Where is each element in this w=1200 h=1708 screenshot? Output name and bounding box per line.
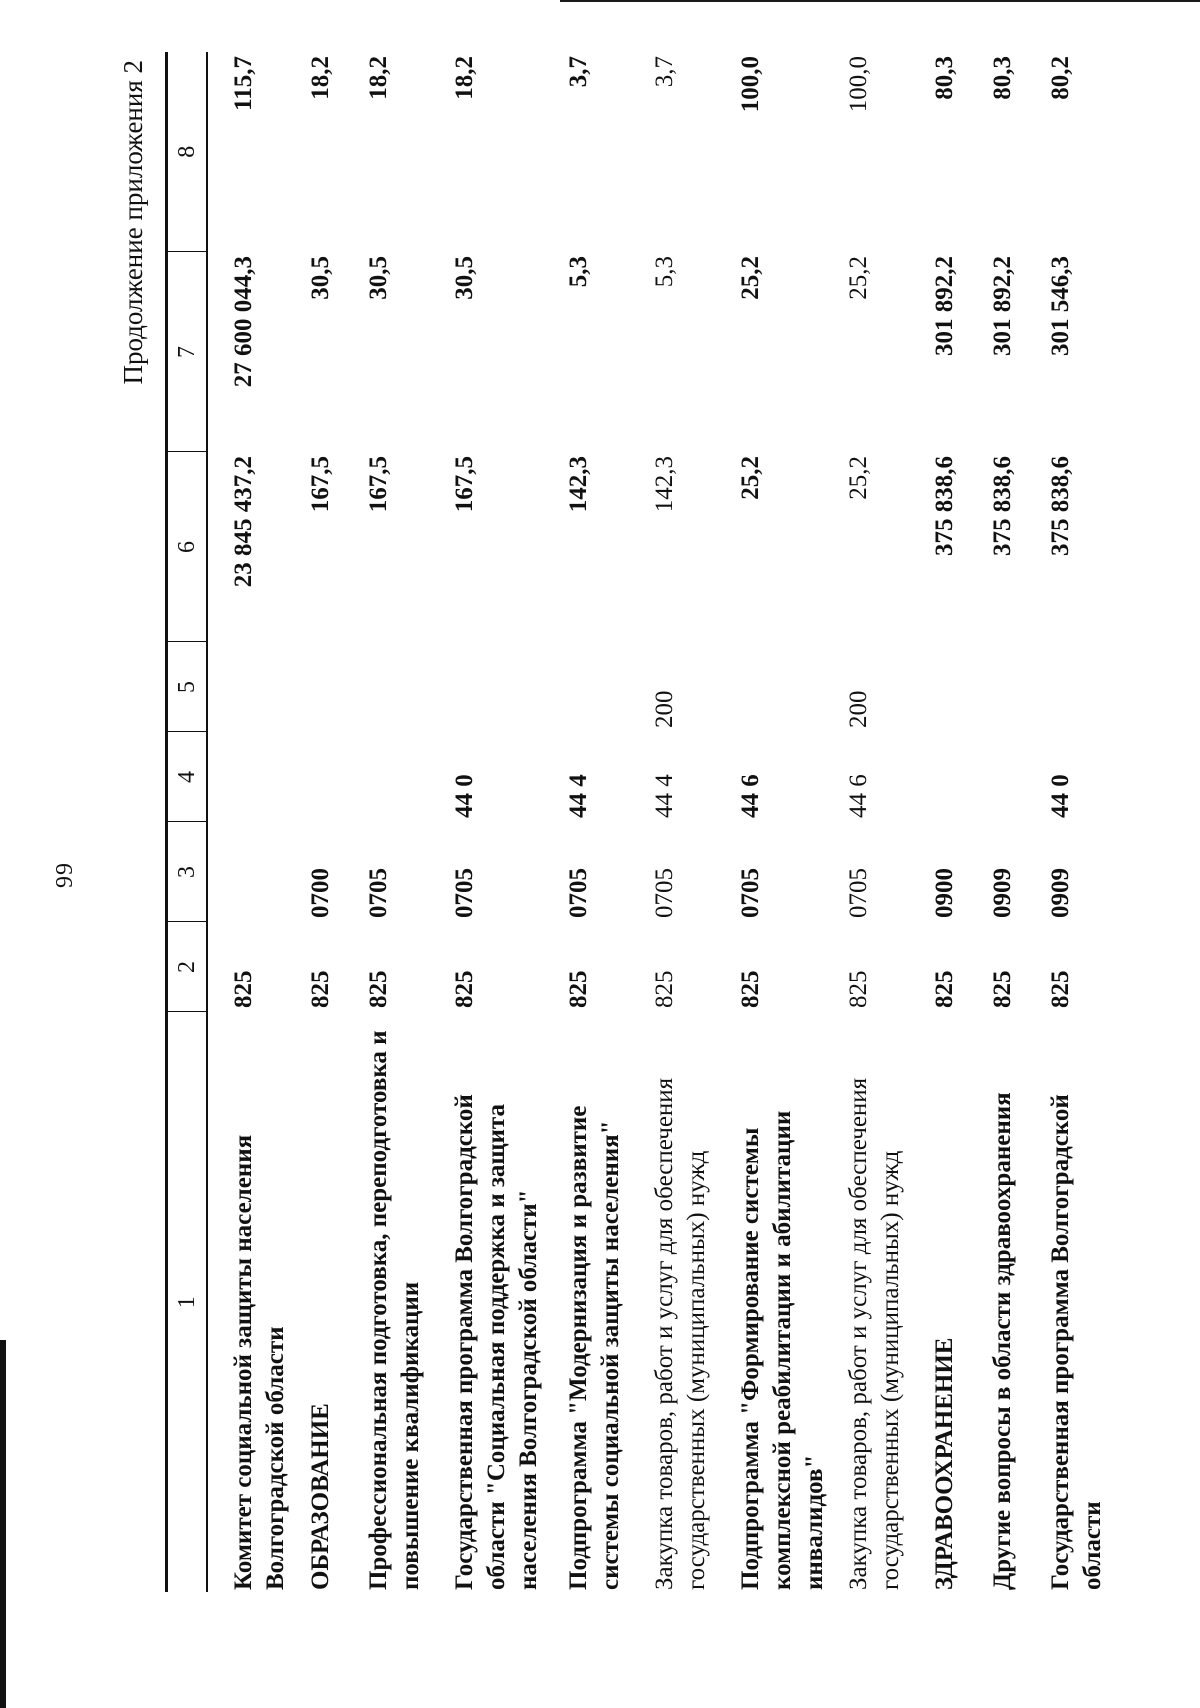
row-value-col-4: 44 4 [565, 774, 592, 818]
table-row [207, 52, 293, 1592]
row-description: Комитет социальной защиты населения Волгоградской области [230, 1134, 289, 1590]
row-value-col-4 [917, 732, 975, 822]
row-description: ОБРАЗОВАНИЕ [307, 1403, 334, 1590]
row-value-col-6: 142,3 [565, 456, 592, 513]
row-value-col-7: 301 546,3 [1047, 256, 1074, 356]
row-value-col-6: 375 838,6 [1047, 456, 1074, 556]
row-description: Закупка товаров, работ и услуг для обеспечения государственных (муниципальных) нужд [845, 1077, 904, 1590]
row-value-col-7: 30,5 [451, 256, 478, 300]
column-header: 2 [167, 922, 208, 1012]
row-value-col-3: 0900 [931, 868, 958, 918]
row-value-col-6: 167,5 [307, 456, 334, 513]
row-value-col-4: 44 6 [737, 774, 764, 818]
row-value-col-2: 825 [1047, 970, 1074, 1008]
row-value-col-3: 0705 [651, 868, 678, 918]
row-value-col-7: 25,2 [845, 256, 872, 300]
row-value-col-4: 44 0 [1047, 774, 1074, 818]
row-description: Подпрограмма "Модернизация и развитие системы социальной защиты населения" [565, 1105, 624, 1590]
row-value-col-3: 0700 [307, 868, 334, 918]
row-value-col-8: 3,7 [565, 56, 592, 88]
row-description: Подпрограмма "Формирование системы комплексной реабилитации и абилитации инвалидов" [737, 1110, 828, 1590]
table-row [637, 52, 723, 1592]
row-value-col-7: 27 600 044,3 [230, 256, 257, 388]
row-value-col-5 [437, 642, 551, 732]
row-value-col-7: 30,5 [307, 256, 334, 300]
row-value-col-6: 142,3 [651, 456, 678, 513]
row-description: Профессиональная подготовка, переподготовка и повышение квалификации [365, 1030, 424, 1590]
row-value-col-7: 30,5 [365, 256, 392, 300]
row-value-col-2: 825 [451, 970, 478, 1008]
row-value-col-5 [351, 642, 437, 732]
row-value-col-3: 0705 [365, 868, 392, 918]
row-value-col-5 [293, 642, 351, 732]
row-value-col-3 [207, 822, 293, 922]
row-value-col-6: 167,5 [451, 456, 478, 513]
row-value-col-2: 825 [931, 970, 958, 1008]
row-value-col-3: 0909 [1047, 868, 1074, 918]
row-value-col-8: 115,7 [230, 56, 257, 111]
row-value-col-6: 375 838,6 [931, 456, 958, 556]
column-header: 3 [167, 822, 208, 922]
column-header: 7 [167, 252, 208, 452]
table-row [551, 52, 637, 1592]
column-header: 6 [167, 452, 208, 642]
row-value-col-6: 23 845 437,2 [230, 456, 257, 588]
row-value-col-4 [351, 732, 437, 822]
row-value-col-8: 100,0 [737, 56, 764, 113]
row-value-col-8: 100,0 [845, 56, 872, 113]
row-value-col-2: 825 [845, 970, 872, 1008]
row-value-col-4: 44 4 [651, 774, 678, 818]
row-value-col-7: 5,3 [565, 256, 592, 288]
budget-table [165, 52, 1109, 1592]
column-header: 4 [167, 732, 208, 822]
row-value-col-6: 375 838,6 [989, 456, 1016, 556]
row-value-col-8: 18,2 [451, 56, 478, 100]
row-value-col-8: 80,2 [1047, 56, 1074, 100]
header-row [167, 52, 208, 1592]
row-value-col-2: 825 [651, 970, 678, 1008]
row-value-col-5: 200 [845, 690, 872, 728]
row-value-col-3: 0705 [737, 868, 764, 918]
table-row [831, 52, 917, 1592]
row-value-col-4: 44 6 [845, 774, 872, 818]
row-value-col-7: 301 892,2 [989, 256, 1016, 356]
row-value-col-5: 200 [651, 690, 678, 728]
row-value-col-5 [975, 642, 1033, 732]
row-description: Государственная программа Волгоградской области "Социальная поддержка и защита населения Волгоградской области" [451, 1094, 542, 1590]
table-row [1033, 52, 1109, 1592]
row-value-col-6: 25,2 [845, 456, 872, 500]
row-value-col-2: 825 [365, 970, 392, 1008]
row-value-col-3: 0705 [451, 868, 478, 918]
page-number: 99 [52, 862, 78, 888]
row-value-col-5 [723, 642, 831, 732]
row-value-col-8: 80,3 [989, 56, 1016, 100]
row-value-col-3: 0909 [989, 868, 1016, 918]
table-row [293, 52, 351, 1592]
row-value-col-8: 18,2 [307, 56, 334, 100]
row-description: Другие вопросы в области здравоохранения [989, 1092, 1016, 1590]
row-value-col-5 [1033, 642, 1109, 732]
row-description: ЗДРАВООХРАНЕНИЕ [931, 1337, 958, 1590]
continuation-label: Продолжение приложения 2 [118, 60, 148, 385]
row-description: Государственная программа Волгоградской области [1047, 1094, 1106, 1590]
row-value-col-5 [207, 642, 293, 732]
row-value-col-2: 825 [230, 970, 257, 1008]
row-value-col-4: 44 0 [451, 774, 478, 818]
row-value-col-5 [917, 642, 975, 732]
table-row [723, 52, 831, 1592]
row-value-col-3: 0705 [565, 868, 592, 918]
column-header: 5 [167, 642, 208, 732]
row-value-col-8: 3,7 [651, 56, 678, 88]
row-value-col-7: 5,3 [651, 256, 678, 288]
table-row [917, 52, 975, 1592]
row-value-col-2: 825 [989, 970, 1016, 1008]
row-value-col-4 [975, 732, 1033, 822]
row-value-col-6: 167,5 [365, 456, 392, 513]
row-value-col-2: 825 [307, 970, 334, 1008]
column-header: 8 [167, 52, 208, 252]
row-value-col-2: 825 [737, 970, 764, 1008]
row-value-col-8: 80,3 [931, 56, 958, 100]
table-row [351, 52, 437, 1592]
row-value-col-7: 301 892,2 [931, 256, 958, 356]
row-value-col-6: 25,2 [737, 456, 764, 500]
column-header: 1 [167, 1012, 208, 1592]
row-value-col-2: 825 [565, 970, 592, 1008]
row-value-col-4 [207, 732, 293, 822]
row-value-col-7: 25,2 [737, 256, 764, 300]
row-value-col-8: 18,2 [365, 56, 392, 100]
row-value-col-4 [293, 732, 351, 822]
row-value-col-3: 0705 [845, 868, 872, 918]
table-row [975, 52, 1033, 1592]
row-value-col-5 [551, 642, 637, 732]
table-row [437, 52, 551, 1592]
table-body [207, 52, 1109, 1592]
row-description: Закупка товаров, работ и услуг для обеспечения государственных (муниципальных) нужд [651, 1077, 710, 1590]
